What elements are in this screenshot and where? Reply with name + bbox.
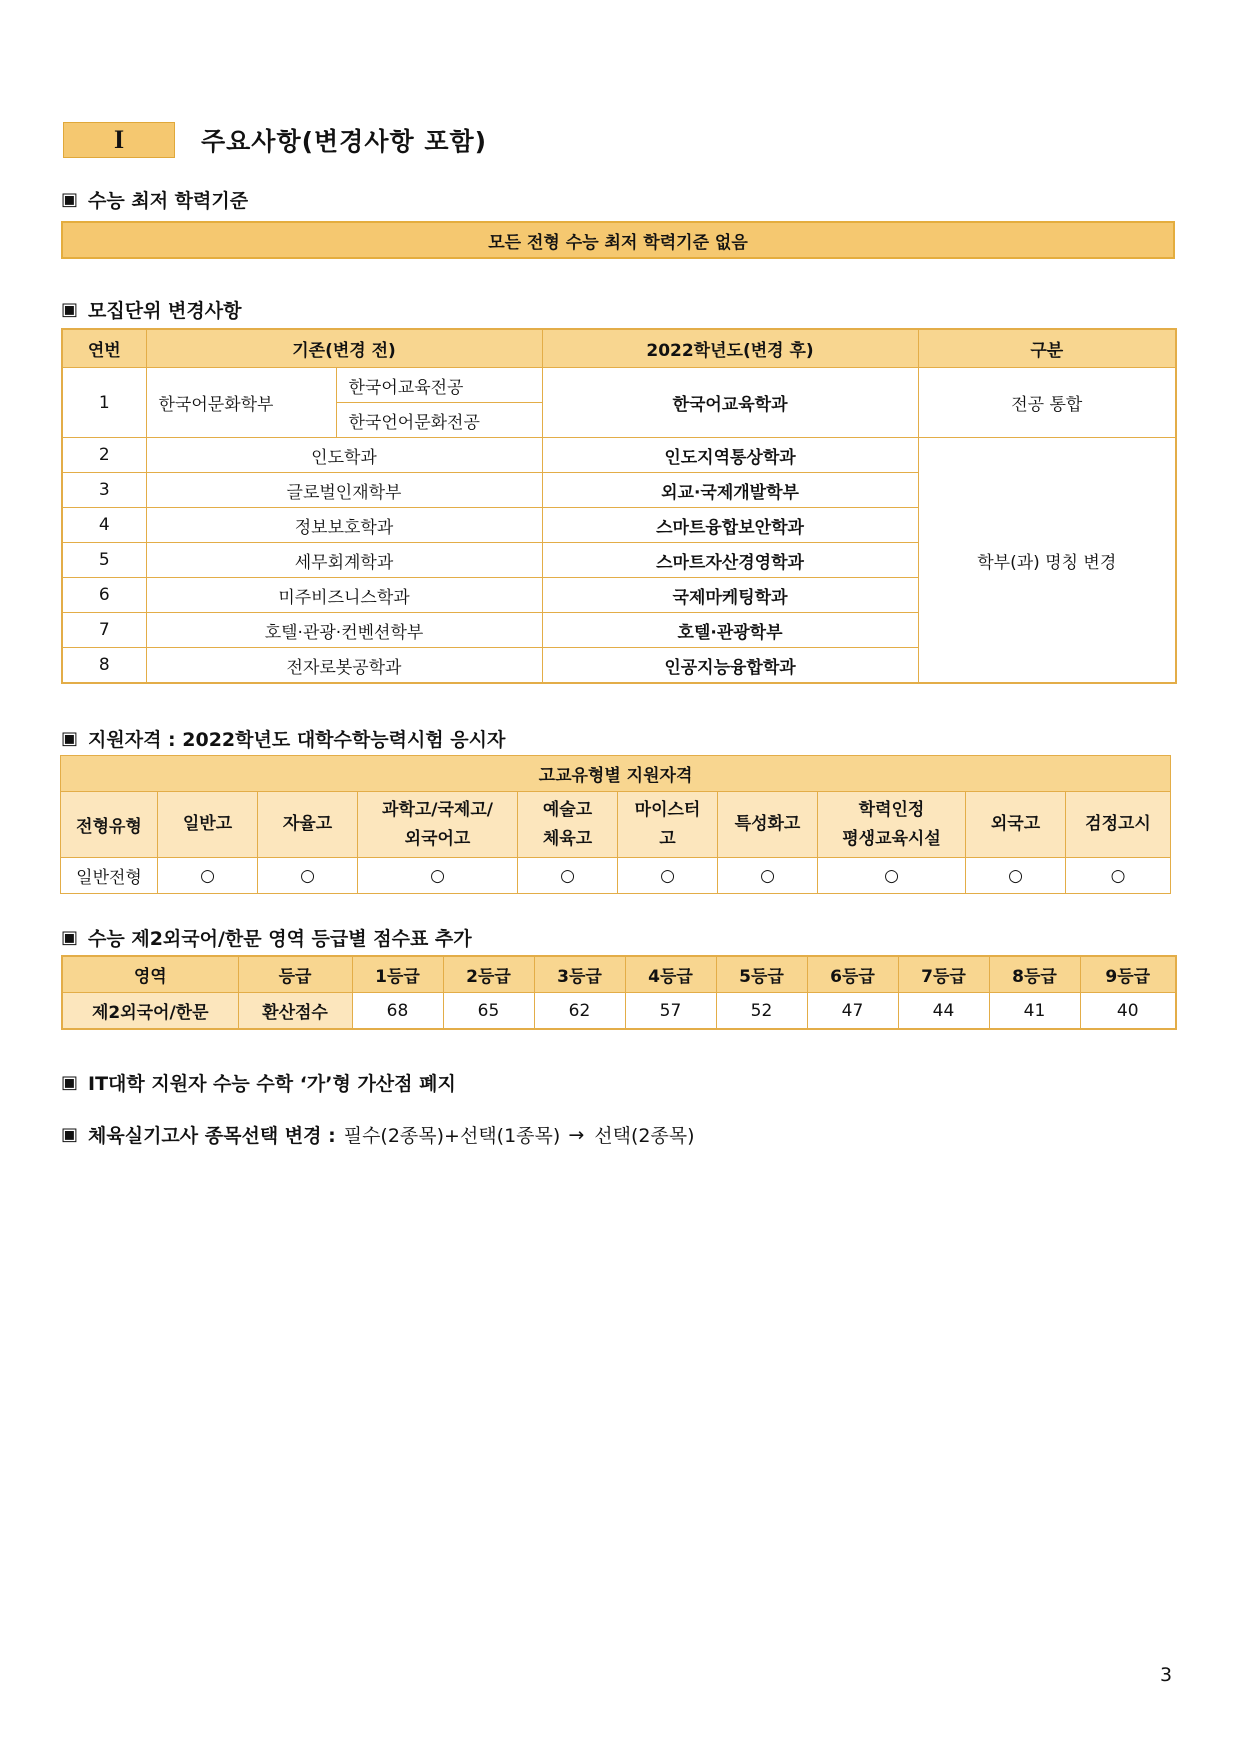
new-unit: 외교·국제개발학부 bbox=[542, 473, 918, 508]
section-heading-text: 수능 최저 학력기준 bbox=[88, 190, 249, 212]
old-unit: 글로벌인재학부 bbox=[146, 473, 542, 508]
school-type-header: 검정고시 bbox=[1066, 792, 1171, 858]
old-sub-unit: 한국언어문화전공 bbox=[336, 403, 542, 438]
change-type: 학부(과) 명칭 변경 bbox=[918, 438, 1176, 684]
eligible-mark: ○ bbox=[358, 858, 518, 894]
row-number: 6 bbox=[62, 578, 146, 613]
new-unit: 스마트융합보안학과 bbox=[542, 508, 918, 543]
school-type-header: 외국고 bbox=[966, 792, 1066, 858]
score-value: 65 bbox=[443, 993, 534, 1030]
chapter-number: I bbox=[63, 122, 175, 158]
score-value: 40 bbox=[1080, 993, 1176, 1030]
chapter-title: 주요사항(변경사항 포함) bbox=[201, 127, 488, 156]
section-heading-unit-changes bbox=[61, 296, 241, 323]
row-number: 8 bbox=[62, 648, 146, 684]
school-type-header: 자율고 bbox=[258, 792, 358, 858]
new-unit: 국제마케팅학과 bbox=[542, 578, 918, 613]
new-unit: 인도지역통상학과 bbox=[542, 438, 918, 473]
header-cell: 전형유형 bbox=[61, 792, 158, 858]
eligibility-table bbox=[60, 755, 1171, 894]
grade-header: 6등급 bbox=[807, 956, 898, 993]
section-heading-min-criteria bbox=[61, 186, 248, 213]
section-heading-text: 지원자격 : 2022학년도 대학수학능력시험 응시자 bbox=[88, 729, 506, 751]
score-value: 44 bbox=[898, 993, 989, 1030]
eligible-mark: ○ bbox=[618, 858, 718, 894]
admission-type: 일반전형 bbox=[61, 858, 158, 894]
square-bullet-icon: ▣ bbox=[61, 299, 79, 320]
change-type: 전공 통합 bbox=[918, 368, 1176, 438]
grade-header: 8등급 bbox=[989, 956, 1080, 993]
score-value: 52 bbox=[716, 993, 807, 1030]
section-heading-text: 체육실기고사 종목선택 변경 : bbox=[88, 1125, 336, 1147]
section-heading-text: 모집단위 변경사항 bbox=[88, 300, 242, 322]
old-unit: 한국어문화학부 bbox=[146, 368, 336, 438]
section-heading-pe-exam bbox=[61, 1121, 695, 1148]
eligible-mark: ○ bbox=[718, 858, 818, 894]
grade-header: 7등급 bbox=[898, 956, 989, 993]
header-cell: 연번 bbox=[62, 329, 146, 368]
header-cell: 기존(변경 전) bbox=[146, 329, 542, 368]
row-number: 1 bbox=[62, 368, 146, 438]
square-bullet-icon: ▣ bbox=[61, 728, 79, 749]
new-unit: 인공지능융합학과 bbox=[542, 648, 918, 684]
old-unit: 세무회계학과 bbox=[146, 543, 542, 578]
school-type-header: 예술고 체육고 bbox=[518, 792, 618, 858]
eligible-mark: ○ bbox=[1066, 858, 1171, 894]
section-heading-score-table bbox=[61, 924, 472, 951]
eligible-mark: ○ bbox=[818, 858, 966, 894]
square-bullet-icon: ▣ bbox=[61, 1124, 79, 1145]
header-cell: 2022학년도(변경 후) bbox=[542, 329, 918, 368]
old-unit: 정보보호학과 bbox=[146, 508, 542, 543]
eligible-mark: ○ bbox=[258, 858, 358, 894]
school-type-header: 과학고/국제고/ 외국어고 bbox=[358, 792, 518, 858]
score-table bbox=[61, 955, 1177, 1030]
header-cell: 영역 bbox=[62, 956, 238, 993]
new-unit: 스마트자산경영학과 bbox=[542, 543, 918, 578]
pe-before: 필수(2종목)+선택(1종목) bbox=[343, 1125, 561, 1147]
area-label: 제2외국어/한문 bbox=[62, 993, 238, 1030]
school-type-header: 특성화고 bbox=[718, 792, 818, 858]
eligible-mark: ○ bbox=[158, 858, 258, 894]
eligible-mark: ○ bbox=[518, 858, 618, 894]
section-heading-text: 수능 제2외국어/한문 영역 등급별 점수표 추가 bbox=[88, 928, 472, 950]
grade-header: 2등급 bbox=[443, 956, 534, 993]
score-value: 47 bbox=[807, 993, 898, 1030]
score-value: 68 bbox=[352, 993, 443, 1030]
score-value: 57 bbox=[625, 993, 716, 1030]
row-number: 5 bbox=[62, 543, 146, 578]
header-cell: 구분 bbox=[918, 329, 1176, 368]
header-cell: 등급 bbox=[238, 956, 352, 993]
old-unit: 전자로봇공학과 bbox=[146, 648, 542, 684]
square-bullet-icon: ▣ bbox=[61, 1072, 79, 1093]
grade-header: 1등급 bbox=[352, 956, 443, 993]
page-title bbox=[63, 122, 487, 158]
new-unit: 한국어교육학과 bbox=[542, 368, 918, 438]
page-number: 3 bbox=[1160, 1664, 1173, 1686]
school-type-header: 일반고 bbox=[158, 792, 258, 858]
row-number: 2 bbox=[62, 438, 146, 473]
section-heading-it-bonus bbox=[61, 1069, 456, 1096]
row-number: 4 bbox=[62, 508, 146, 543]
old-unit: 호텔·관광·컨벤션학부 bbox=[146, 613, 542, 648]
school-type-header: 학력인정 평생교육시설 bbox=[818, 792, 966, 858]
grade-header: 9등급 bbox=[1080, 956, 1176, 993]
square-bullet-icon: ▣ bbox=[61, 189, 79, 210]
score-value: 41 bbox=[989, 993, 1080, 1030]
old-sub-unit: 한국어교육전공 bbox=[336, 368, 542, 403]
section-heading-text: IT대학 지원자 수능 수학 ‘가’형 가산점 폐지 bbox=[88, 1073, 456, 1095]
eligible-mark: ○ bbox=[966, 858, 1066, 894]
grade-header: 4등급 bbox=[625, 956, 716, 993]
square-bullet-icon: ▣ bbox=[61, 927, 79, 948]
right-arrow-icon: → bbox=[568, 1123, 585, 1146]
score-label: 환산점수 bbox=[238, 993, 352, 1030]
score-value: 62 bbox=[534, 993, 625, 1030]
min-criteria-banner: 모든 전형 수능 최저 학력기준 없음 bbox=[61, 221, 1175, 259]
section-heading-eligibility bbox=[61, 725, 505, 752]
school-type-header: 마이스터 고 bbox=[618, 792, 718, 858]
pe-after: 선택(2종목) bbox=[594, 1125, 695, 1147]
table-title: 고교유형별 지원자격 bbox=[61, 756, 1171, 792]
grade-header: 5등급 bbox=[716, 956, 807, 993]
old-unit: 미주비즈니스학과 bbox=[146, 578, 542, 613]
row-number: 7 bbox=[62, 613, 146, 648]
row-number: 3 bbox=[62, 473, 146, 508]
new-unit: 호텔·관광학부 bbox=[542, 613, 918, 648]
unit-changes-table bbox=[61, 328, 1177, 684]
old-unit: 인도학과 bbox=[146, 438, 542, 473]
grade-header: 3등급 bbox=[534, 956, 625, 993]
